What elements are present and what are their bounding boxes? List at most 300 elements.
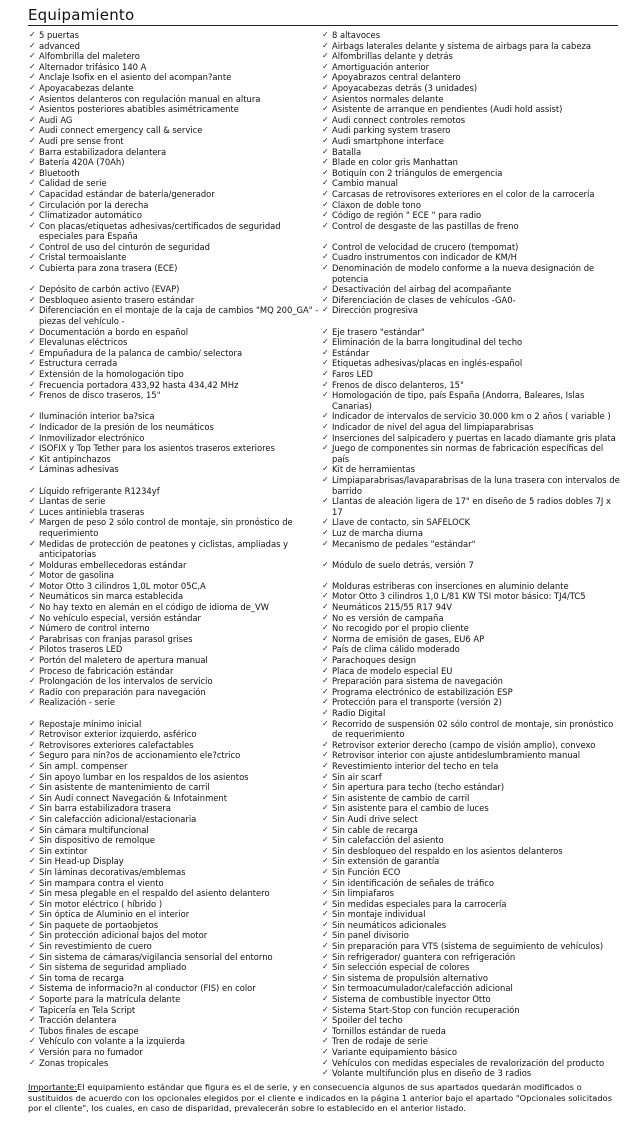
list-item: [29, 825, 327, 836]
list-item: [29, 83, 327, 94]
list-item-text: Sin limpiafaros: [332, 888, 395, 899]
check-icon: ✓: [322, 1004, 329, 1014]
list-item-text: Sin ampl. compenser: [39, 760, 128, 771]
list-item: [29, 782, 327, 793]
check-icon: ✓: [322, 538, 329, 548]
list-item: [29, 909, 327, 920]
list-item: [322, 422, 620, 433]
list-item: [29, 422, 327, 433]
check-icon: ✓: [322, 559, 329, 569]
list-item: [29, 930, 327, 941]
list-item: [29, 761, 327, 772]
list-item: [322, 539, 620, 560]
list-item-text: Kit antipinchazos: [39, 453, 111, 464]
list-item-text: Audi smartphone interface: [332, 135, 444, 146]
check-icon: ✓: [322, 718, 329, 728]
check-icon: ✓: [322, 527, 329, 537]
list-item-text: Motor Otto 3 cilindros 1,0L motor 05C,A: [39, 580, 206, 591]
list-item: [322, 305, 620, 326]
check-icon: ✓: [29, 962, 36, 972]
list-item-text: Código de región " ECE " para radio: [332, 210, 482, 221]
list-item-text: Zonas tropicales: [39, 1057, 109, 1068]
list-item: [29, 941, 327, 952]
list-item-text: Indicador de intervalos de servicio 30.000 km o 2 años ( variable ): [332, 411, 611, 422]
list-item: [322, 856, 620, 867]
list-item: [29, 687, 327, 698]
check-icon: ✓: [29, 686, 36, 696]
list-item-text: No es versión de campaña: [332, 612, 444, 623]
list-item-text: Margen de peso 2 sólo control de montaje, sin pronóstico de requerimiento: [39, 517, 293, 538]
check-icon: ✓: [29, 909, 36, 919]
list-item-text: Indicador de la presión de los neumáticos: [39, 421, 214, 432]
list-item: [29, 454, 327, 465]
list-item: [322, 803, 620, 814]
check-icon: ✓: [322, 941, 329, 951]
list-item-text: Sin asistente de mantenimiento de carril: [39, 782, 210, 793]
check-icon: ✓: [322, 82, 329, 92]
list-item: [29, 411, 327, 422]
list-item: [29, 878, 327, 889]
list-item: [322, 337, 620, 348]
list-item-text: Audi connect controles remotos: [332, 114, 466, 125]
list-item: [29, 697, 327, 718]
list-item: [29, 115, 327, 126]
list-item: [322, 708, 620, 719]
list-item: [29, 814, 327, 825]
list-item-text: Tren de rodaje de serie: [332, 1036, 428, 1047]
list-item-text: Estándar: [332, 347, 370, 358]
list-item: [29, 1058, 327, 1069]
list-item-text: Recorrido de suspensión 02 sólo control de montaje, sin pronóstico de requerimiento: [332, 718, 614, 740]
list-item-text: Alfombrillas delante y detrás: [332, 51, 453, 62]
check-icon: ✓: [29, 411, 36, 421]
check-icon: ✓: [322, 178, 329, 188]
list-item-text: Batalla: [332, 146, 362, 157]
list-item-text: Sin montaje individual: [332, 909, 426, 920]
check-icon: ✓: [29, 188, 36, 198]
list-item-text: Luz de marcha diurna: [332, 527, 423, 538]
check-icon: ✓: [29, 771, 36, 781]
list-item: [29, 623, 327, 634]
important-note-text: El equipamiento estándar que figura es el de serie, y en consecuencia algunos de sus apartados quedarán modificados o sustituidos de acuerdo con los opcionales elegidos por el cliente e indicados en la página 1 anterior bajo el apartado "Opcionales solicitados por el cliente", los cuales, en caso de disparidad, prevalecerán sobre lo establecido en el anterior listado.: [28, 1082, 613, 1114]
list-item: [322, 30, 620, 41]
list-item-text: Radio Digital: [332, 708, 386, 718]
list-item: [29, 157, 327, 168]
list-item: [322, 846, 620, 857]
list-item-text: Frecuencia portadora 433,92 hasta 434,42 MHz: [39, 379, 239, 390]
check-icon: ✓: [322, 676, 329, 686]
list-item: [322, 899, 620, 910]
list-item-text: País de clima cálido moderado: [332, 644, 460, 655]
list-item-text: Sin asistente para el cambio de luces: [332, 803, 489, 814]
list-item: [322, 962, 620, 973]
list-item: [29, 390, 327, 411]
list-item-text: Faros LED: [332, 369, 373, 379]
list-item-text: Capacidad estándar de batería/generador: [39, 188, 215, 199]
list-item-text: Módulo de suelo detrás, versión 7: [332, 559, 474, 570]
list-item: [322, 200, 620, 211]
check-icon: ✓: [29, 983, 36, 993]
list-item-text: Láminas adhesivas: [39, 464, 119, 475]
check-icon: ✓: [322, 824, 329, 834]
list-item-text: Depósito de carbón activo (EVAP): [39, 284, 180, 295]
list-item: [322, 411, 620, 422]
list-item: [322, 941, 620, 952]
list-item: [29, 952, 327, 963]
list-item-text: Sin dispositivo de remolque: [39, 835, 156, 846]
list-item-text: Barra estabilizadora delantera: [39, 146, 167, 157]
list-item-text: Sin air scarf: [332, 771, 382, 782]
list-item-text: Extensión de la homologación tipo: [39, 369, 184, 379]
list-item: [322, 380, 620, 391]
check-icon: ✓: [322, 994, 329, 1004]
list-item-text: Luces antiniebla traseras: [39, 506, 145, 517]
list-item-text: Radio con preparación para navegación: [39, 686, 206, 697]
list-item: [322, 581, 620, 592]
list-item-text: Sin Función ECO: [332, 866, 401, 877]
list-item: [322, 613, 620, 624]
list-item-text: Etiquetas adhesivas/placas en inglés-español: [332, 358, 523, 369]
list-item: [29, 210, 327, 221]
list-item-text: Homologación de tipo, país España (Andorra, Baleares, Islas Canarias): [332, 390, 585, 411]
list-item: [322, 210, 620, 221]
list-item: [322, 496, 620, 517]
list-item: [29, 729, 327, 740]
list-item: [29, 443, 327, 454]
list-item-text: Mecanismo de pedales "estándar": [332, 538, 476, 549]
list-item-text: Diferenciación en el montaje de la caja de cambios "MQ 200_GA" - piezas del vehículo -: [39, 305, 319, 327]
check-icon: ✓: [322, 813, 329, 823]
check-icon: ✓: [322, 135, 329, 145]
list-item-text: Sin Audi drive select: [332, 813, 418, 824]
list-item: [322, 740, 620, 751]
list-item-text: Neumáticos 215/55 R17 94V: [332, 602, 453, 613]
list-item: [29, 147, 327, 158]
list-item: [29, 666, 327, 677]
list-item-text: Revestimiento interior del techo en tela: [332, 760, 499, 771]
check-icon: ✓: [322, 157, 329, 167]
list-item: [322, 782, 620, 793]
check-icon: ✓: [322, 919, 329, 929]
check-icon: ✓: [29, 305, 36, 315]
list-item: [29, 888, 327, 899]
list-item-text: Sin calefacción adicional/estacionaria: [39, 813, 197, 824]
list-item-text: Audi connect emergency call & service: [39, 125, 203, 136]
list-item-text: Vehículo con volante a la izquierda: [39, 1036, 186, 1047]
list-item: [322, 973, 620, 984]
check-icon: ✓: [29, 464, 36, 474]
list-item-text: Retrovisor exterior izquierdo, asférico: [39, 729, 197, 740]
check-icon: ✓: [322, 517, 329, 527]
check-icon: ✓: [322, 1015, 329, 1025]
list-item-text: Sin neumáticos adicionales: [332, 919, 447, 930]
list-item: [322, 719, 620, 740]
list-item-text: Sin óptica de Aluminio en el interior: [39, 909, 190, 920]
list-item-text: Motor de gasolina: [39, 570, 115, 581]
list-item-text: Eje trasero "estándar": [332, 326, 425, 337]
check-icon: ✓: [322, 337, 329, 347]
check-icon: ✓: [322, 1047, 329, 1056]
check-icon: ✓: [29, 1004, 36, 1014]
list-item: [29, 189, 327, 200]
list-item: [322, 1015, 620, 1026]
list-item-text: Desbloqueo asiento trasero estándar: [39, 294, 195, 305]
list-item-text: Asistente de arranque en pendientes (Audi hold assist): [332, 104, 563, 115]
list-item: [322, 930, 620, 941]
list-item: [322, 94, 620, 105]
check-icon: ✓: [29, 72, 36, 82]
list-item-text: Versión para no fumador: [39, 1047, 143, 1057]
list-item: [322, 655, 620, 666]
equipment-list-left: [29, 30, 327, 1068]
list-item: [29, 94, 327, 105]
check-icon: ✓: [322, 347, 329, 357]
check-icon: ✓: [29, 432, 36, 442]
list-item-text: Sin mampara contra el viento: [39, 877, 164, 888]
list-item: [322, 475, 620, 496]
list-item: [322, 358, 620, 369]
check-icon: ✓: [322, 421, 329, 431]
list-item-text: Control de velocidad de crucero (tempomat): [332, 241, 519, 252]
list-item-text: Preparación para sistema de navegación: [332, 676, 503, 687]
list-item: [29, 920, 327, 931]
list-item-text: Cambio manual: [332, 178, 398, 189]
list-item-text: Carcasas de retrovisores exteriores en el color de la carrocería: [332, 188, 595, 199]
list-item: [322, 263, 620, 284]
list-item: [29, 1036, 327, 1047]
list-item: [322, 772, 620, 783]
check-icon: ✓: [322, 1068, 329, 1078]
check-icon: ✓: [29, 866, 36, 876]
list-item-text: Sin panel divisorio: [332, 930, 409, 941]
check-icon: ✓: [29, 199, 36, 209]
list-item-text: Realización - serie: [39, 697, 116, 708]
check-icon: ✓: [322, 1057, 329, 1067]
check-icon: ✓: [29, 40, 36, 50]
check-icon: ✓: [322, 951, 329, 961]
list-item-text: Sin motor eléctrico ( híbrido ): [39, 898, 163, 909]
list-item-text: Medidas de protección de peatones y ciclistas, ampliadas y anticipatorias: [39, 538, 289, 560]
list-item-text: Inmovilizador electrónico: [39, 432, 145, 443]
list-item: [322, 136, 620, 147]
list-item-text: No hay texto en alemán en el código de idioma de_VW: [39, 602, 270, 613]
list-item: [322, 793, 620, 804]
check-icon: ✓: [322, 792, 329, 802]
check-icon: ✓: [29, 263, 36, 273]
list-item-text: Sin medidas especiales para la carrocería: [332, 898, 507, 909]
check-icon: ✓: [29, 220, 36, 230]
list-item: [29, 30, 327, 41]
list-item: [29, 51, 327, 62]
list-item: [322, 1068, 620, 1079]
list-item: [29, 380, 327, 391]
list-item-text: No vehículo especial, versión estándar: [39, 612, 201, 623]
list-item: [322, 178, 620, 189]
list-item-text: Sin barra estabilizadora trasera: [39, 803, 171, 814]
list-item: [29, 305, 327, 326]
list-item-text: Amortiguación anterior: [332, 61, 430, 72]
check-icon: ✓: [29, 1036, 36, 1046]
check-icon: ✓: [29, 580, 36, 590]
list-item: [322, 909, 620, 920]
check-icon: ✓: [322, 474, 329, 484]
check-icon: ✓: [29, 760, 36, 770]
list-item: [29, 348, 327, 359]
list-item: [322, 560, 620, 581]
list-item-text: Sin láminas decorativas/emblemas: [39, 866, 186, 877]
list-item-text: Variante equipamiento básico: [332, 1047, 457, 1057]
list-item-text: Llantas de serie: [39, 496, 106, 507]
check-icon: ✓: [322, 220, 329, 230]
check-icon: ✓: [29, 178, 36, 188]
list-item: [29, 507, 327, 518]
list-item-text: Calidad de serie: [39, 178, 107, 189]
check-icon: ✓: [322, 708, 329, 717]
list-item-text: Retrovisor exterior derecho (campo de visión amplio), convexo: [332, 739, 596, 750]
check-icon: ✓: [322, 930, 329, 940]
list-item-text: Tracción delantera: [39, 1015, 117, 1026]
list-item: [29, 846, 327, 857]
check-icon: ✓: [29, 803, 36, 813]
list-item: [29, 1015, 327, 1026]
check-icon: ✓: [322, 782, 329, 792]
list-item-text: Frenos de disco delanteros, 15": [332, 379, 464, 390]
list-item: [322, 517, 620, 528]
list-item: [322, 464, 620, 475]
list-item-text: Sin apoyo lumbar en los respaldos de los asientos: [39, 771, 249, 782]
check-icon: ✓: [322, 443, 329, 453]
list-item: [29, 613, 327, 624]
check-icon: ✓: [29, 888, 36, 898]
list-item-text: Anclaje Isofix en el asiento del acompan?ante: [39, 72, 232, 83]
check-icon: ✓: [322, 72, 329, 82]
list-item: [29, 72, 327, 83]
check-icon: ✓: [322, 983, 329, 993]
list-item: [29, 369, 327, 380]
check-icon: ✓: [29, 845, 36, 855]
list-item: [29, 1047, 327, 1058]
list-item-text: Sin revestimiento de cuero: [39, 941, 152, 952]
list-item-text: advanced: [39, 40, 80, 51]
list-item-text: Frenos de disco traseros, 15": [39, 390, 161, 401]
check-icon: ✓: [322, 686, 329, 696]
list-item: [29, 295, 327, 306]
list-item-text: Botiquín con 2 triángulos de emergencia: [332, 167, 503, 178]
list-item-text: Número de control interno: [39, 623, 150, 634]
check-icon: ✓: [29, 421, 36, 431]
list-item: [29, 676, 327, 687]
list-item: [29, 994, 327, 1005]
list-item: [322, 825, 620, 836]
list-item-text: Sin asistente de cambio de carril: [332, 792, 470, 803]
check-icon: ✓: [322, 496, 329, 506]
list-item-text: Kit de herramientas: [332, 464, 415, 475]
check-icon: ✓: [322, 305, 329, 315]
check-icon: ✓: [322, 972, 329, 982]
list-item-text: 5 puertas: [39, 30, 79, 40]
list-item-text: Pilotos traseros LED: [39, 644, 123, 655]
list-item-text: Molduras estriberas con inserciones en aluminio delante: [332, 580, 569, 591]
check-icon: ✓: [322, 877, 329, 887]
list-item-text: Prolongación de los intervalos de servicio: [39, 676, 213, 687]
check-icon: ✓: [29, 1047, 36, 1056]
list-item: [29, 1005, 327, 1016]
check-icon: ✓: [29, 951, 36, 961]
check-icon: ✓: [29, 1015, 36, 1025]
list-item-text: Batería 420A (70Ah): [39, 157, 125, 168]
list-item-text: Claxon de doble tono: [332, 199, 421, 210]
check-icon: ✓: [322, 750, 329, 760]
check-icon: ✓: [322, 188, 329, 198]
check-icon: ✓: [322, 411, 329, 421]
check-icon: ✓: [322, 845, 329, 855]
list-item-text: Sin extensión de garantía: [332, 856, 440, 867]
list-item-text: Seguro para nin?os de accionamiento ele?ctrico: [39, 750, 241, 761]
list-item-text: Sin calefacción del asiento: [332, 835, 444, 846]
list-item-text: Repostaje mínimo inicial: [39, 718, 142, 729]
check-icon: ✓: [322, 591, 329, 601]
list-item-text: Climatizador automático: [39, 210, 142, 221]
check-icon: ✓: [29, 739, 36, 749]
list-item-text: Asientos delanteros con regulación manual en altura: [39, 93, 261, 104]
list-item: [29, 221, 327, 242]
list-item: [29, 539, 327, 560]
list-item: [322, 528, 620, 539]
list-item-text: Apoyacabezas detrás (3 unidades): [332, 82, 478, 93]
check-icon: ✓: [29, 792, 36, 802]
check-icon: ✓: [29, 337, 36, 347]
list-item: [322, 878, 620, 889]
check-icon: ✓: [29, 665, 36, 675]
check-icon: ✓: [322, 580, 329, 590]
check-icon: ✓: [322, 909, 329, 919]
list-item: [322, 634, 620, 645]
list-item: [322, 623, 620, 634]
check-icon: ✓: [322, 962, 329, 972]
list-item-text: Cristal termoaislante: [39, 252, 127, 263]
list-item-text: Asientos normales delante: [332, 93, 444, 104]
list-item-text: Sin selección especial de colores: [332, 962, 470, 973]
list-item: [29, 242, 327, 253]
list-item-text: Airbags laterales delante y sistema de airbags para la cabeza: [332, 40, 592, 51]
check-icon: ✓: [322, 241, 329, 251]
check-icon: ✓: [322, 888, 329, 898]
list-item: [29, 962, 327, 973]
list-item-text: Llantas de aleación ligera de 17" en diseño de 5 radios dobles 7J x 17: [332, 496, 611, 517]
list-item: [29, 104, 327, 115]
list-item: [29, 570, 327, 581]
check-icon: ✓: [29, 697, 36, 707]
check-icon: ✓: [322, 125, 329, 135]
check-icon: ✓: [322, 760, 329, 770]
check-icon: ✓: [29, 517, 36, 527]
important-note-label: Importante:: [28, 1082, 78, 1092]
list-item-text: Circulación por la derecha: [39, 199, 149, 210]
list-item: [29, 602, 327, 613]
list-item: [322, 125, 620, 136]
list-item: [322, 994, 620, 1005]
list-item: [322, 242, 620, 253]
list-item-text: Parabrisas con franjas parasol grises: [39, 633, 193, 644]
check-icon: ✓: [322, 866, 329, 876]
list-item-text: Parachoques design: [332, 655, 417, 666]
check-icon: ✓: [29, 972, 36, 982]
check-icon: ✓: [29, 824, 36, 834]
check-icon: ✓: [29, 104, 36, 114]
list-item-text: Tornillos estándar de rueda: [332, 1025, 446, 1036]
list-item: [29, 899, 327, 910]
list-item: [29, 750, 327, 761]
